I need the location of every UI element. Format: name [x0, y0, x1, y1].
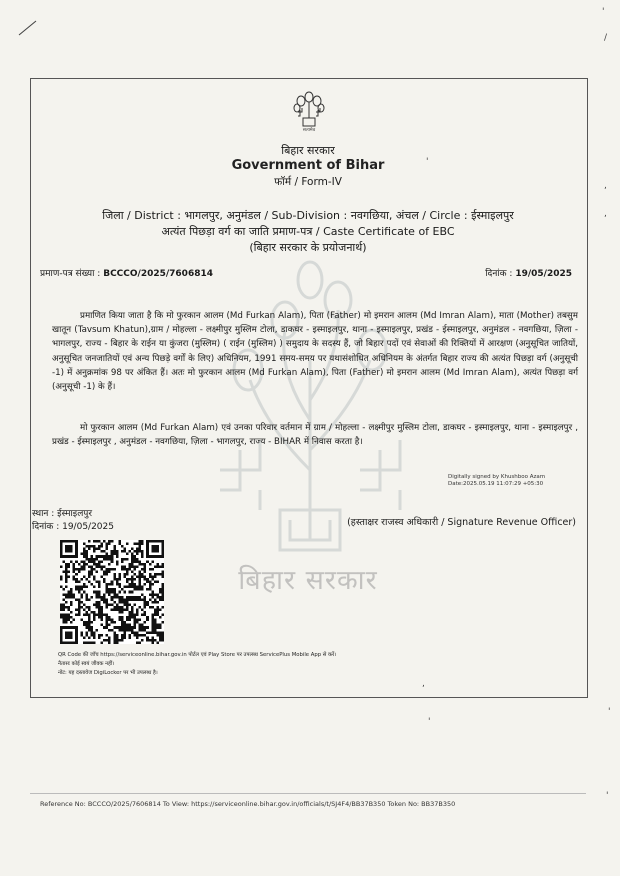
reference-line[interactable]: Reference No: BCCCO/2025/7606814 To View: https://serviceonline.bihar.gov.in/officials/t/SJ4F4/BB37B350 Token No: BB37B350 [40, 800, 456, 808]
bihar-emblem-icon [292, 88, 326, 132]
district-line: जिला / District : भागलपुर, अनुमंडल / Sub-Division : नवगछिया, अंचल / Circle : ईस्माइलपुर [102, 209, 514, 222]
qr-instruction-line: नोट: यह दस्तावेज DigiLocker पर भी उपलब्ध है। [58, 670, 158, 676]
state-name-hindi: बिहार सरकार [281, 144, 335, 157]
emblem-caption: सत्यमेव [302, 128, 316, 132]
margin-mark: ' [606, 791, 609, 801]
margin-mark: ' [428, 717, 431, 727]
signature-label: (हस्ताक्षर राजस्व अधिकारी / Signature Revenue Officer) [347, 517, 576, 528]
certificate-number-label: प्रमाण-पत्र संख्या : [40, 269, 101, 279]
certificate-title: अत्यंत पिछड़ा वर्ग का जाति प्रमाण-पत्र / Caste Certificate of EBC [161, 225, 455, 238]
watermark-text: बिहार सरकार [238, 565, 378, 596]
footer-divider [30, 793, 586, 794]
certificate-number [40, 266, 213, 279]
margin-mark: , [604, 181, 607, 191]
qr-instruction-line: नैतासः कोई स्वयं जीवक नहीं। [58, 661, 115, 667]
margin-mark: , [604, 209, 607, 219]
digital-signature [448, 474, 545, 488]
qr-instructions [58, 651, 336, 678]
certification-paragraph: प्रमाणित किया जाता है कि मो फुरकान आलम (Md Furkan Alam), पिता (Father) मो इमरान आलम (Md Imran Alam), माता (Mother) तबसुम खातून (Tavsum Khatun),ग्राम / मोहल्ला - लक्ष्मीपुर मुस्लिम टोला, डाकघर - इस्माइलपुर, थाना - इस्माइलपुर, प्रखंड - ईस्माइलपुर, अनुमंडल - नवगछिया, ज़िला - भागलपुर, राज्य - बिहार के राईन या कुंजरा (मुस्लिम) ( राईन (मुस्लिम) ) समुदाय के सदस्य हैं, जो बिहार पदों एवं सेवाओं की रिक्तियों में आरक्षण (अनुसूचित जातियों, अनुसूचित जनजातियों एवं अन्य पिछड़े वर्गों के लिए) अधिनियम, 1991 समय-समय पर यथासंशोधित अधिनियम के अंतर्गत बिहार राज्य की अत्यंत पिछड़ा वर्ग (अनुसूची -1) में अनुक्रमांक 98 पर अंकित हैं। अतः मो फुरकान आलम (Md Furkan Alam), पिता (Father) मो इमरान आलम (Md Imran Alam), अत्यंत पिछड़ा वर्ग (अनुसूची -1) के हैं। [52, 311, 578, 393]
certificate-number-value: BCCCO/2025/7606814 [103, 269, 213, 279]
margin-mark: , [422, 679, 425, 689]
govt-use-note: (बिहार सरकार के प्रयोजनार्थ) [249, 241, 367, 254]
margin-mark: ' [602, 7, 605, 17]
qr-instruction-line: QR Code की जाँच https://serviceonline.bihar.gov.in पोर्टल एवं Play Store पर उपलब्ध ServicePlus Mobile App से करें। [58, 652, 337, 658]
digital-signature-signer: Digitally signed by Khushboo Azam [448, 474, 546, 480]
digital-signature-date: Date:2025.05.19 11:07:29 +05:30 [448, 481, 544, 487]
certificate-date-value: 19/05/2025 [515, 269, 572, 279]
margin-mark: ' [608, 707, 611, 717]
certificate-date-label: दिनांक : [485, 269, 513, 279]
issue-date-text: दिनांक : 19/05/2025 [32, 522, 114, 532]
qr-code-icon[interactable] [60, 540, 164, 644]
certificate-date [485, 266, 572, 279]
form-label: फॉर्म / Form-IV [274, 176, 342, 188]
corner-mark-icon [18, 20, 38, 36]
place-date-block [32, 508, 114, 534]
margin-mark: ' [426, 157, 429, 167]
residence-paragraph: मो फुरकान आलम (Md Furkan Alam) एवं उनका परिवार वर्तमान में ग्राम / मोहल्ला - लक्ष्मीपुर मुस्लिम टोला, डाकघर - इस्माइलपुर, थाना - इस्माइलपुर , प्रखंड - ईस्माइलपुर , अनुमंडल - नवगछिया, ज़िला - भागलपुर, राज्य - BIHAR में निवास करता है। [52, 423, 578, 448]
place-text: स्थान : ईस्माइलपुर [32, 509, 93, 519]
margin-mark: / [604, 33, 608, 43]
government-title: Government of Bihar [231, 158, 385, 173]
